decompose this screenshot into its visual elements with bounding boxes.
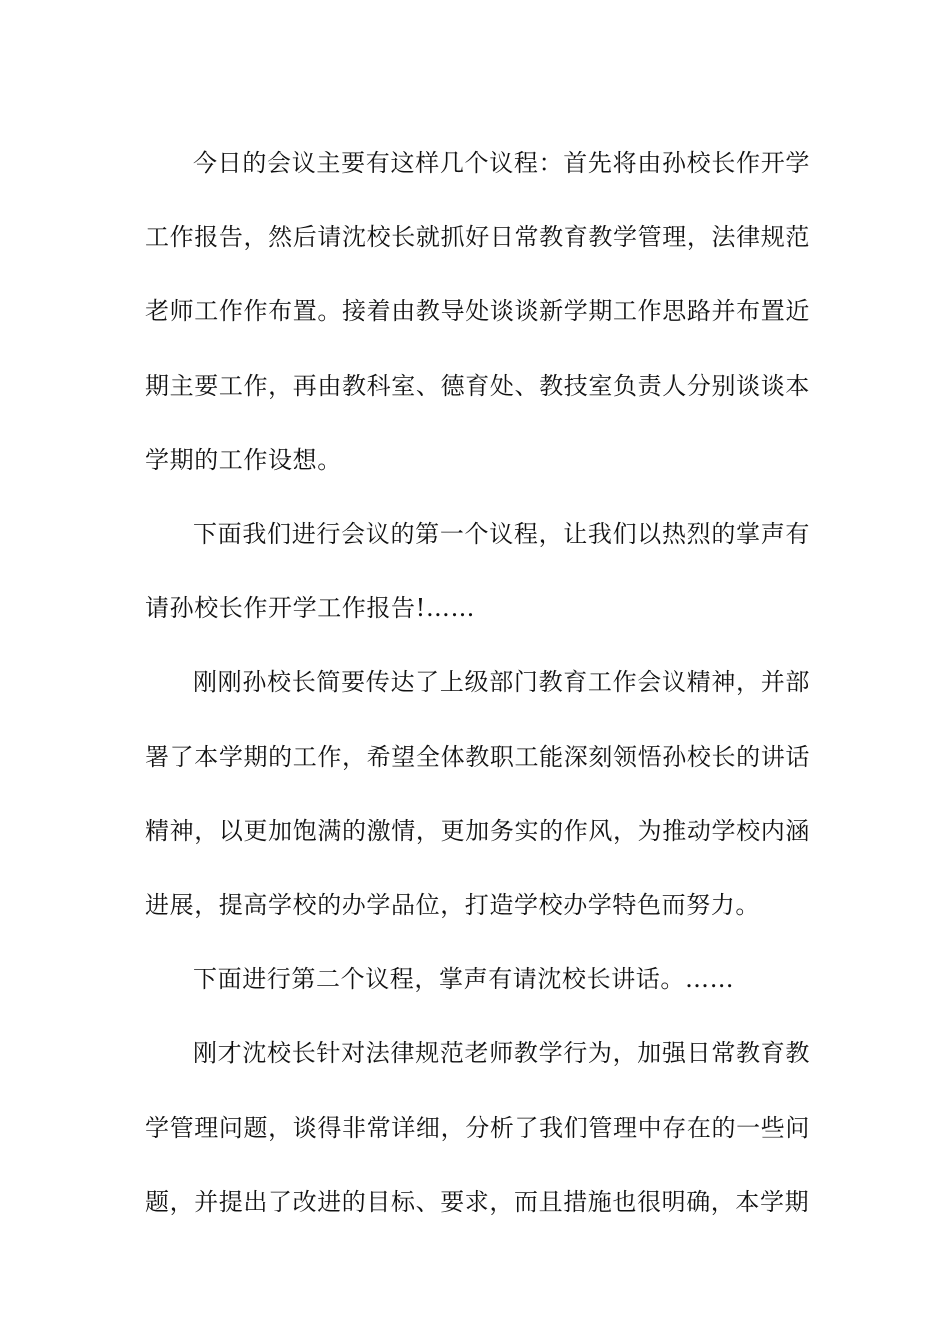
paragraph-principal-shen-summary: 刚才沈校长针对法律规范老师教学行为，加强日常教育教学管理问题，谈得非常详细，分析了我们管理中存在的一些问题，并提出了改进的目标、要求，而且措施也很明确，本学期	[145, 1039, 810, 1216]
paragraph-second-agenda-item: 下面进行第二个议程，掌声有请沈校长讲话。……	[193, 965, 735, 994]
paragraph-first-agenda-item: 下面我们进行会议的第一个议程，让我们以热烈的掌声有请孙校长作开学工作报告!……	[145, 520, 810, 623]
paragraph-agenda-overview: 今日的会议主要有这样几个议程：首先将由孙校长作开学工作报告，然后请沈校长就抓好日常教育教学管理，法律规范老师工作作布置。接着由教导处谈谈新学期工作思路并布置近期主要工作，再由教科室、德育处、教技室负责人分别谈谈本学期的工作设想。	[145, 149, 810, 474]
paragraph-principal-sun-summary: 刚刚孙校长简要传达了上级部门教育工作会议精神，并部署了本学期的工作，希望全体教职工能深刻领悟孙校长的讲话精神，以更加饱满的激情，更加务实的作风，为推动学校内涵进展，提高学校的办学品位，打造学校办学特色而努力。	[145, 668, 810, 920]
document-body	[145, 126, 810, 1239]
